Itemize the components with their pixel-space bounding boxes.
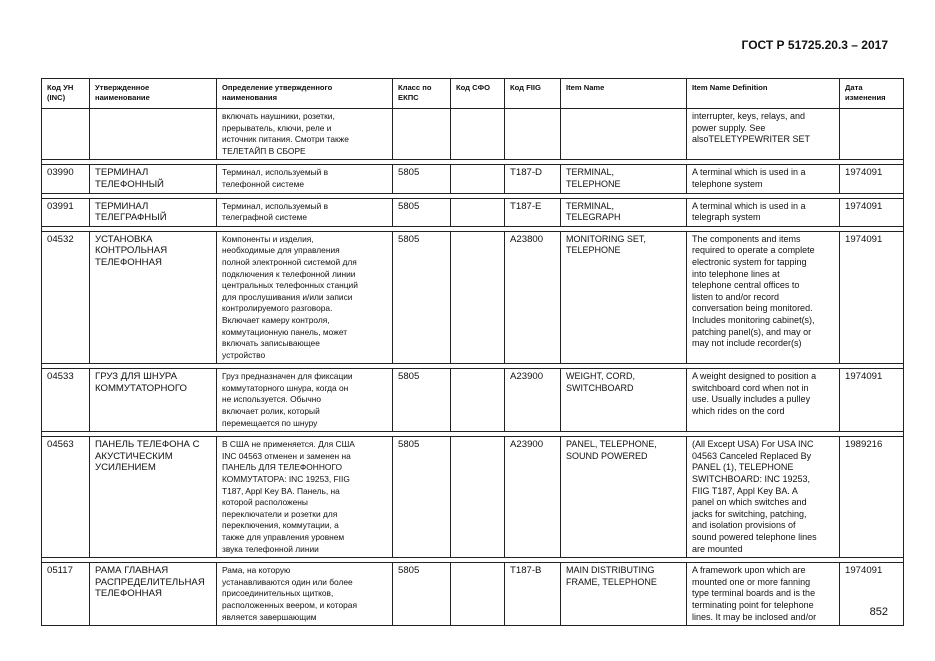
cell-class: 5805 <box>393 437 451 558</box>
cell-class: 5805 <box>393 198 451 226</box>
cell-item-def: The components and items required to operate a complete electronic system for tapping into telephone lines at telephone central offices to listen to and/or record conversation being monitored. Includes monitoring cabinet(s), patching panel(s), and may or may not include recorder(s) <box>687 231 840 364</box>
cell-sfo <box>451 437 505 558</box>
classifier-table <box>41 78 904 626</box>
column-header: Код УН (INC) <box>42 79 90 109</box>
cell-item-def: A terminal which is used in a telegraph system <box>687 198 840 226</box>
cell-name: РАМА ГЛАВНАЯ РАСПРЕДЕЛИТЕЛЬНАЯ ТЕЛЕФОННАЯ <box>90 563 217 626</box>
cell-code <box>42 109 90 160</box>
cell-code: 05117 <box>42 563 90 626</box>
cell-code: 04533 <box>42 369 90 432</box>
cell-fiig <box>505 109 561 160</box>
cell-class <box>393 109 451 160</box>
cell-item-def: A terminal which is used in a telephone system <box>687 165 840 193</box>
cell-code: 04563 <box>42 437 90 558</box>
cell-date: 1974091 <box>840 198 904 226</box>
cell-item-name: TERMINAL, TELEPHONE <box>561 165 687 193</box>
table-header-row <box>42 79 904 109</box>
column-header: Код СФО <box>451 79 505 109</box>
cell-code: 03990 <box>42 165 90 193</box>
cell-definition: Рама, на которую устанавливаются один или более присоединительных щитков, расположенных веером, и которая является завершающим <box>217 563 393 626</box>
cell-name: ТЕРМИНАЛ ТЕЛЕФОННЫЙ <box>90 165 217 193</box>
column-header: Дата изменения <box>840 79 904 109</box>
column-header: Код FIIG <box>505 79 561 109</box>
cell-sfo <box>451 231 505 364</box>
cell-definition: В США не применяется. Для США INC 04563 отменен и заменен на ПАНЕЛЬ ДЛЯ ТЕЛЕФОННОГО КОММУТАТОРА: INC 19253, FIIG T187, Appl Key BA. Панель, на которой расположены переключатели и розетки для переключения, коммутации, а также для управления уровнем звука телефонной линии <box>217 437 393 558</box>
document-header: ГОСТ Р 51725.20.3 – 2017 <box>741 38 888 52</box>
cell-definition: Груз предназначен для фиксации коммутаторного шнура, когда он не используется. Обычно включает ролик, который перемещается по шнуру <box>217 369 393 432</box>
cell-fiig: T187-E <box>505 198 561 226</box>
cell-class: 5805 <box>393 563 451 626</box>
cell-code: 04532 <box>42 231 90 364</box>
table-row <box>42 198 904 226</box>
column-header: Утвержденное наименование <box>90 79 217 109</box>
cell-definition: Терминал, используемый в телефонной системе <box>217 165 393 193</box>
column-header: Item Name <box>561 79 687 109</box>
cell-sfo <box>451 198 505 226</box>
column-header: Item Name Definition <box>687 79 840 109</box>
cell-item-name: PANEL, TELEPHONE, SOUND POWERED <box>561 437 687 558</box>
cell-sfo <box>451 369 505 432</box>
cell-class: 5805 <box>393 369 451 432</box>
cell-item-def: A framework upon which are mounted one or more fanning type terminal boards and is the terminating point for telephone lines. It may be inclosed and/or <box>687 563 840 626</box>
cell-name <box>90 109 217 160</box>
cell-date: 1974091 <box>840 369 904 432</box>
cell-item-name: WEIGHT, CORD, SWITCHBOARD <box>561 369 687 432</box>
cell-item-def: interrupter, keys, relays, and power supply. See alsoTELETYPEWRITER SET <box>687 109 840 160</box>
cell-sfo <box>451 165 505 193</box>
cell-fiig: T187-B <box>505 563 561 626</box>
cell-date: 1974091 <box>840 165 904 193</box>
cell-class: 5805 <box>393 165 451 193</box>
cell-fiig: T187-D <box>505 165 561 193</box>
column-header: Класс по ЕКПС <box>393 79 451 109</box>
table-row <box>42 369 904 432</box>
table-row <box>42 109 904 160</box>
cell-class: 5805 <box>393 231 451 364</box>
cell-fiig: A23900 <box>505 369 561 432</box>
table-row <box>42 563 904 626</box>
table-row <box>42 231 904 364</box>
cell-name: ГРУЗ ДЛЯ ШНУРА КОММУТАТОРНОГО <box>90 369 217 432</box>
cell-item-name: MONITORING SET, TELEPHONE <box>561 231 687 364</box>
cell-definition: включать наушники, розетки, прерыватель, ключи, реле и источник питания. Смотри также ТЕЛЕТАЙП В СБОРЕ <box>217 109 393 160</box>
cell-date: 1974091 <box>840 563 904 626</box>
cell-item-def: (All Except USA) For USA INC 04563 Canceled Replaced By PANEL (1), TELEPHONE SWITCHBOARD: INC 19253, FIIG T187, Appl Key BA. A panel on which switches and jacks for switching, patching, and isolation provisions of sound powered telephone lines are mounted <box>687 437 840 558</box>
cell-definition: Компоненты и изделия, необходимые для управления полной электронной системой для подключения к телефонной линии центральных телефонных станций для прослушивания и/или записи контролируемого разговора. Включает камеру контроля, коммутационную панель, может включать записывающее устройство <box>217 231 393 364</box>
column-header: Определение утвержденного наименования <box>217 79 393 109</box>
table-row <box>42 437 904 558</box>
cell-fiig: A23800 <box>505 231 561 364</box>
cell-name: ПАНЕЛЬ ТЕЛЕФОНА С АКУСТИЧЕСКИМ УСИЛЕНИЕМ <box>90 437 217 558</box>
cell-date <box>840 109 904 160</box>
cell-sfo <box>451 563 505 626</box>
cell-code: 03991 <box>42 198 90 226</box>
cell-item-name <box>561 109 687 160</box>
cell-sfo <box>451 109 505 160</box>
cell-definition: Терминал, используемый в телеграфной системе <box>217 198 393 226</box>
cell-name: УСТАНОВКА КОНТРОЛЬНАЯ ТЕЛЕФОННАЯ <box>90 231 217 364</box>
table-row <box>42 165 904 193</box>
cell-fiig: A23900 <box>505 437 561 558</box>
cell-date: 1989216 <box>840 437 904 558</box>
cell-item-def: A weight designed to position a switchboard cord when not in use. Usually includes a pulley which rides on the cord <box>687 369 840 432</box>
cell-name: ТЕРМИНАЛ ТЕЛЕГРАФНЫЙ <box>90 198 217 226</box>
cell-item-name: MAIN DISTRIBUTING FRAME, TELEPHONE <box>561 563 687 626</box>
page-number: 852 <box>869 606 888 618</box>
table-body <box>42 109 904 626</box>
cell-item-name: TERMINAL, TELEGRAPH <box>561 198 687 226</box>
cell-date: 1974091 <box>840 231 904 364</box>
